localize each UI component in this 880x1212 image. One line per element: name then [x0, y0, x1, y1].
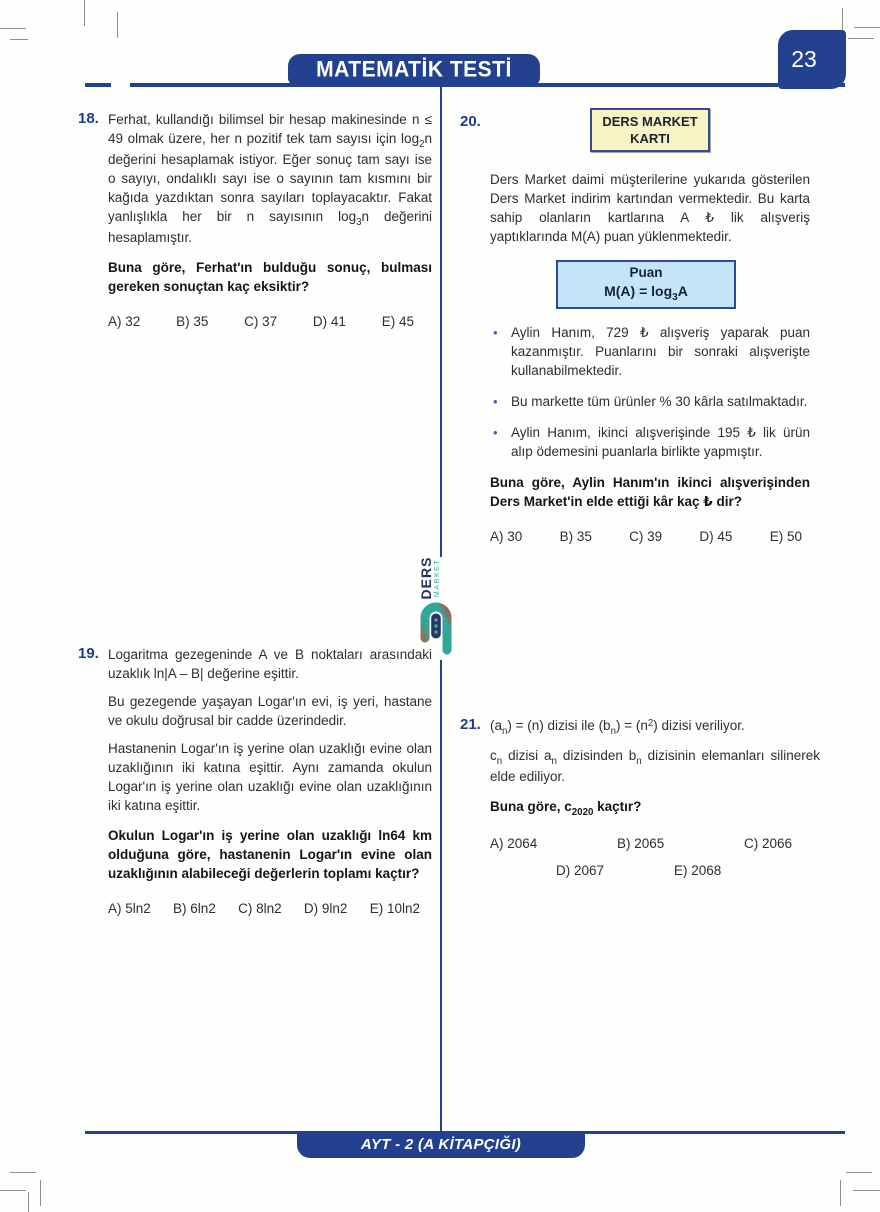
question-19-options	[108, 899, 420, 918]
crop-mark	[854, 27, 880, 28]
question-20-number: 20.	[460, 113, 481, 130]
crop-mark	[28, 1192, 29, 1212]
test-title: MATEMATİK TESTİ	[316, 56, 512, 82]
question-18-prompt: Buna göre, Ferhat'ın bulduğu sonuç, bulması gereken sonuçtan kaç eksiktir?	[108, 260, 432, 294]
question-21-option-a: A) 2064	[490, 836, 538, 851]
card-title-line1: DERS MARKET	[602, 114, 698, 129]
question-19-paragraph-1: Logaritma gezegeninde A ve B noktaları arasındaki uzaklık ln|A – B| değerine eşittir.	[108, 647, 432, 681]
crop-mark	[848, 38, 874, 39]
question-20-option-a: A) 30	[490, 529, 523, 544]
question-19-number: 19.	[78, 645, 99, 662]
question-19-paragraph-3: Hastanenin Logar'ın iş yerine olan uzaklığı evine olan uzaklığının iki katına eşittir. Aynı zamanda okulun Logar'ın iş yerine olan uzaklığı evine olan uzaklığının iki katına eşittir.	[108, 741, 432, 813]
bullet-item-3: • Aylin Hanım, ikinci alışverişinde 195 ₺ lik ürün alıp ödemesini puanlarla birlikte yapmıştır.	[490, 423, 810, 461]
question-18-option-e: E) 45	[381, 314, 414, 329]
question-20-option-d: D) 45	[699, 529, 733, 544]
question-18-options	[108, 312, 414, 331]
question-19-option-b: B) 6ln2	[173, 901, 216, 916]
puan-box-title: Puan	[629, 265, 663, 280]
question-20	[460, 108, 810, 546]
question-21-options-row2	[556, 861, 820, 880]
question-18-option-a: A) 32	[108, 314, 141, 329]
question-21-option-e: E) 2068	[674, 863, 722, 878]
question-20-option-e: E) 50	[769, 529, 802, 544]
logo-word-market: MARKET	[434, 558, 441, 598]
question-21-option-d: D) 2067	[556, 863, 605, 878]
question-20-option-c: C) 39	[629, 529, 663, 544]
crop-mark	[0, 28, 26, 29]
question-19	[78, 645, 432, 918]
question-20-option-b: B) 35	[559, 529, 592, 544]
question-19-option-c: C) 8ln2	[238, 901, 282, 916]
question-21-options-row1	[490, 834, 792, 853]
test-title-banner	[288, 54, 540, 85]
crop-mark	[0, 1190, 26, 1191]
question-20-bullet-list	[490, 323, 810, 461]
question-20-prompt: Buna göre, Aylin Hanım'ın ikinci alışverişinden Ders Market'in elde ettiği kâr kaç ₺ dir?	[490, 475, 810, 509]
booklet-label: AYT - 2 (A KİTAPÇIĞI)	[360, 1136, 522, 1153]
question-21-option-c: C) 2066	[743, 836, 792, 851]
question-21-paragraph-2: $c_n$ dizisi $a_n$ dizisinden $b_n$ dizisinin elemanları silinerek elde ediliyor.	[490, 748, 820, 784]
question-18-body: Ferhat, kullandığı bilimsel bir hesap makinesinde n ≤ 49 olmak üzere, her n pozitif tek tam sayısı için $\log_2n$ değerini hesaplamak istiyor. Eğer sonuç tam sayı ise o sayıyı, ondalıklı sayı ise o sayının tam kısmını bir kağıda yazdıktan sonra sayıları toplayacaktır. Fakat yanlışlıkla her bir n sayısının $\log_3n$ değerini hesaplamıştır.	[108, 112, 433, 245]
question-19-option-a: A) 5ln2	[108, 901, 151, 916]
question-19-paragraph-2: Bu gezegende yaşayan Logar'ın evi, iş yeri, hastane ve okulu doğrusal bir cadde üzerindedir.	[108, 694, 432, 728]
crop-mark	[853, 1190, 880, 1191]
crop-mark	[84, 0, 85, 26]
question-18-number: 18.	[78, 110, 99, 127]
ders-market-card	[590, 108, 710, 152]
question-21-number: 21.	[460, 716, 481, 733]
card-title-line2: KARTI	[630, 131, 670, 146]
question-21-prompt: Buna göre, $c_{2020}$ kaçtır?	[490, 799, 642, 818]
page-number: 23	[791, 46, 817, 72]
puan-formula-box	[556, 260, 736, 309]
booklet-banner	[297, 1131, 585, 1158]
header-rule-dash	[85, 83, 111, 87]
crop-mark	[846, 1172, 872, 1173]
bullet-item-2: • Bu markette tüm ürünler % 30 kârla satılmaktadır.	[490, 392, 810, 411]
crop-mark	[117, 12, 118, 38]
column-divider-top	[440, 87, 442, 557]
crop-mark	[10, 39, 28, 40]
question-21	[460, 716, 820, 880]
column-divider-bottom	[440, 660, 442, 1133]
question-18-option-d: D) 41	[312, 314, 346, 329]
crop-mark	[840, 1180, 841, 1206]
question-19-prompt: Okulun Logar'ın iş yerine olan uzaklığı ln64 km olduğuna göre, hastanenin Logar'ın evine olan uzaklığının alabileceği değerlerin toplamı kaçtır?	[108, 828, 432, 881]
question-18-option-b: B) 35	[176, 314, 209, 329]
bullet-item-1: • Aylin Hanım, 729 ₺ alışveriş yaparak puan kazanmıştır. Puanlarını bir sonraki alışverişte kullanabilmektedir.	[490, 323, 810, 380]
question-18	[78, 110, 432, 331]
page-number-tab	[778, 30, 846, 89]
question-20-options	[490, 527, 802, 546]
question-20-intro: Ders Market daimi müşterilerine yukarıda gösterilen Ders Market indirim kartından vermektedir. Bu karta sahip olanların kartlarına A ₺ lik alışveriş yaptıklarında M(A) puan yüklenmektedir.	[490, 172, 810, 244]
question-19-option-e: E) 10ln2	[369, 901, 420, 916]
crop-mark	[10, 1172, 36, 1173]
puan-box-formula: $M(A) = \log_3A$	[604, 283, 688, 303]
question-18-option-c: C) 37	[244, 314, 278, 329]
crop-mark	[40, 1180, 41, 1206]
logo-word-ders: DERS	[418, 556, 434, 600]
question-21-paragraph-1: $(a_n) = (n)$ dizisi ile $(b_n) = (n^2)$ dizisi veriliyor.	[490, 717, 745, 737]
question-21-option-b: B) 2065	[616, 836, 665, 851]
question-19-option-d: D) 9ln2	[303, 901, 348, 916]
